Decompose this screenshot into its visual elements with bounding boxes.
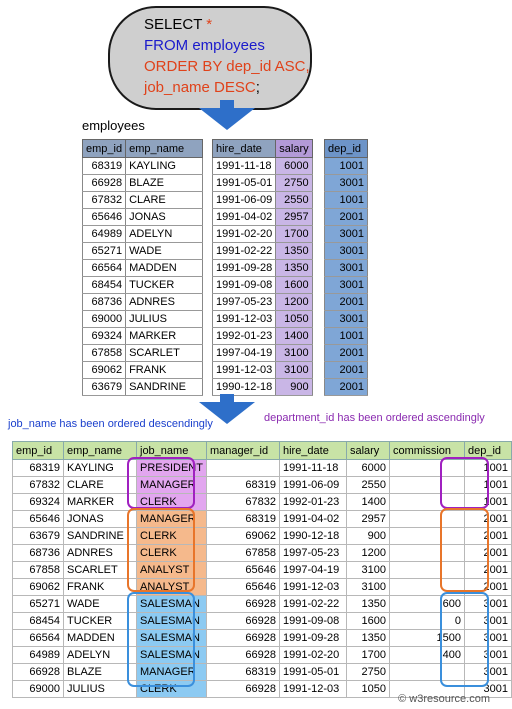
cell-hire-date: 1992-01-23: [213, 328, 276, 345]
result-cell-job-name: SALESMAN: [137, 647, 207, 664]
cell-salary: 1050: [276, 311, 312, 328]
cell-dep-id: 3001: [325, 311, 368, 328]
result-cell-manager-id: 66928: [206, 630, 279, 647]
result-cell-emp-name: FRANK: [64, 579, 137, 596]
result-cell-manager-id: 68319: [206, 477, 279, 494]
result-cell-emp-id: 68736: [13, 545, 64, 562]
result-cell-hire-date: 1992-01-23: [279, 494, 346, 511]
source-table-middle: [212, 139, 313, 396]
result-cell-salary: 1400: [346, 494, 389, 511]
source-row: [83, 158, 203, 175]
col-emp-id: emp_id: [83, 140, 126, 158]
result-cell-emp-id: 69000: [13, 681, 64, 698]
result-row: [13, 545, 512, 562]
result-cell-commission: 0: [389, 613, 464, 630]
cell-dep-id: 3001: [325, 175, 368, 192]
source-row: [83, 311, 203, 328]
result-cell-hire-date: 1991-02-20: [279, 647, 346, 664]
cell-emp-id: 69062: [83, 362, 126, 379]
result-col-emp-id: emp_id: [13, 442, 64, 460]
result-cell-dep-id: 3001: [464, 664, 511, 681]
source-row: [83, 226, 203, 243]
source-row: [213, 362, 313, 379]
cell-emp-name: ADELYN: [126, 226, 203, 243]
result-cell-emp-id: 66564: [13, 630, 64, 647]
cell-emp-id: 68319: [83, 158, 126, 175]
result-cell-hire-date: 1991-09-08: [279, 613, 346, 630]
result-row: [13, 511, 512, 528]
col-salary: salary: [276, 140, 312, 158]
result-cell-job-name: ANALYST: [137, 562, 207, 579]
result-cell-salary: 1050: [346, 681, 389, 698]
result-row: [13, 562, 512, 579]
cell-emp-name: ADNRES: [126, 294, 203, 311]
result-cell-emp-name: CLARE: [64, 477, 137, 494]
cell-dep-id: 3001: [325, 226, 368, 243]
result-cell-salary: 1700: [346, 647, 389, 664]
result-row: [13, 528, 512, 545]
source-row: [325, 379, 368, 396]
cell-hire-date: 1991-09-08: [213, 277, 276, 294]
cell-dep-id: 2001: [325, 379, 368, 396]
result-cell-manager-id: 66928: [206, 596, 279, 613]
source-row: [325, 175, 368, 192]
result-cell-emp-name: JONAS: [64, 511, 137, 528]
cell-emp-name: WADE: [126, 243, 203, 260]
source-row: [213, 175, 313, 192]
result-col-salary: salary: [346, 442, 389, 460]
source-row: [213, 345, 313, 362]
group-outline-2001-job: [127, 508, 195, 592]
source-table-left: [82, 139, 203, 396]
cell-emp-name: CLARE: [126, 192, 203, 209]
cell-salary: 2750: [276, 175, 312, 192]
cell-emp-id: 63679: [83, 379, 126, 396]
result-cell-commission: 600: [389, 596, 464, 613]
result-cell-salary: 6000: [346, 460, 389, 477]
source-row: [83, 294, 203, 311]
group-outline-2001-dep: [440, 508, 489, 592]
cell-dep-id: 1001: [325, 328, 368, 345]
result-col-emp-name: emp_name: [64, 442, 137, 460]
result-cell-emp-name: SCARLET: [64, 562, 137, 579]
cell-salary: 1400: [276, 328, 312, 345]
result-cell-salary: 900: [346, 528, 389, 545]
result-row: [13, 647, 512, 664]
source-row: [325, 209, 368, 226]
cell-emp-name: SCARLET: [126, 345, 203, 362]
result-cell-emp-name: KAYLING: [64, 460, 137, 477]
cell-emp-name: SANDRINE: [126, 379, 203, 396]
result-cell-salary: 3100: [346, 562, 389, 579]
result-cell-emp-name: ADNRES: [64, 545, 137, 562]
result-cell-emp-name: SANDRINE: [64, 528, 137, 545]
result-cell-emp-name: WADE: [64, 596, 137, 613]
cell-emp-name: JULIUS: [126, 311, 203, 328]
result-cell-emp-id: 67858: [13, 562, 64, 579]
result-cell-manager-id: 67858: [206, 545, 279, 562]
result-cell-emp-name: TUCKER: [64, 613, 137, 630]
cell-hire-date: 1991-11-18: [213, 158, 276, 175]
cell-emp-id: 65271: [83, 243, 126, 260]
result-cell-job-name: CLERK: [137, 528, 207, 545]
cell-hire-date: 1991-12-03: [213, 362, 276, 379]
result-cell-job-name: SALESMAN: [137, 596, 207, 613]
result-cell-emp-id: 63679: [13, 528, 64, 545]
result-cell-emp-name: BLAZE: [64, 664, 137, 681]
cell-salary: 1350: [276, 243, 312, 260]
cell-hire-date: 1991-05-01: [213, 175, 276, 192]
result-cell-hire-date: 1997-04-19: [279, 562, 346, 579]
source-row: [83, 192, 203, 209]
note-department: department_id has been ordered ascendingly: [264, 412, 485, 424]
cell-hire-date: 1991-06-09: [213, 192, 276, 209]
result-table: [12, 441, 512, 698]
result-row: [13, 630, 512, 647]
result-cell-salary: 3100: [346, 579, 389, 596]
cell-salary: 6000: [276, 158, 312, 175]
result-cell-emp-name: MADDEN: [64, 630, 137, 647]
source-row: [83, 175, 203, 192]
cell-salary: 900: [276, 379, 312, 396]
result-cell-hire-date: 1997-05-23: [279, 545, 346, 562]
result-cell-salary: 1600: [346, 613, 389, 630]
source-row: [83, 379, 203, 396]
result-col-manager-id: manager_id: [206, 442, 279, 460]
result-cell-manager-id: 67832: [206, 494, 279, 511]
result-cell-manager-id: 65646: [206, 579, 279, 596]
source-row: [83, 345, 203, 362]
result-cell-dep-id: 3001: [464, 647, 511, 664]
result-row: [13, 664, 512, 681]
result-cell-dep-id: 2001: [464, 562, 511, 579]
source-row: [325, 277, 368, 294]
cell-emp-id: 69000: [83, 311, 126, 328]
result-col-commission: commission: [389, 442, 464, 460]
cell-emp-id: 68736: [83, 294, 126, 311]
result-cell-commission: 400: [389, 647, 464, 664]
result-cell-emp-name: JULIUS: [64, 681, 137, 698]
cell-emp-id: 65646: [83, 209, 126, 226]
source-row: [325, 226, 368, 243]
result-cell-dep-id: 3001: [464, 613, 511, 630]
cell-emp-name: MARKER: [126, 328, 203, 345]
source-row: [213, 277, 313, 294]
source-row: [83, 328, 203, 345]
result-cell-dep-id: 3001: [464, 630, 511, 647]
result-cell-job-name: MANAGER: [137, 511, 207, 528]
result-cell-commission: 1500: [389, 630, 464, 647]
cell-salary: 1200: [276, 294, 312, 311]
cell-salary: 2550: [276, 192, 312, 209]
result-cell-manager-id: 66928: [206, 613, 279, 630]
result-cell-salary: 1350: [346, 630, 389, 647]
result-row: [13, 596, 512, 613]
cell-emp-name: KAYLING: [126, 158, 203, 175]
source-row: [325, 328, 368, 345]
result-row: [13, 494, 512, 511]
source-row: [325, 260, 368, 277]
cell-dep-id: 3001: [325, 260, 368, 277]
cell-emp-id: 69324: [83, 328, 126, 345]
cell-emp-name: MADDEN: [126, 260, 203, 277]
source-row: [213, 379, 313, 396]
cell-emp-id: 64989: [83, 226, 126, 243]
result-cell-hire-date: 1991-06-09: [279, 477, 346, 494]
col-emp-name: emp_name: [126, 140, 203, 158]
result-cell-emp-id: 65271: [13, 596, 64, 613]
result-col-job-name: job_name: [137, 442, 207, 460]
group-outline-1001-dep: [440, 457, 489, 509]
cell-emp-name: TUCKER: [126, 277, 203, 294]
result-cell-dep-id: 2001: [464, 579, 511, 596]
result-cell-hire-date: 1991-09-28: [279, 630, 346, 647]
note-job-name: job_name has been ordered descendingly: [8, 418, 213, 430]
group-outline-3001-dep: [440, 592, 489, 687]
cell-emp-id: 67832: [83, 192, 126, 209]
cell-salary: 1350: [276, 260, 312, 277]
result-cell-manager-id: 65646: [206, 562, 279, 579]
cell-hire-date: 1997-04-19: [213, 345, 276, 362]
source-row: [213, 209, 313, 226]
result-cell-salary: 1350: [346, 596, 389, 613]
result-cell-salary: 2750: [346, 664, 389, 681]
result-cell-emp-id: 66928: [13, 664, 64, 681]
result-col-hire-date: hire_date: [279, 442, 346, 460]
source-row: [213, 260, 313, 277]
cell-dep-id: 3001: [325, 243, 368, 260]
result-cell-job-name: SALESMAN: [137, 630, 207, 647]
source-row: [325, 192, 368, 209]
result-cell-dep-id: 1001: [464, 494, 511, 511]
cell-emp-name: FRANK: [126, 362, 203, 379]
source-row: [83, 362, 203, 379]
source-row: [325, 362, 368, 379]
sql-line-select: SELECT *: [144, 16, 213, 33]
cell-hire-date: 1991-02-20: [213, 226, 276, 243]
result-cell-emp-id: 68319: [13, 460, 64, 477]
source-row: [213, 311, 313, 328]
cell-dep-id: 2001: [325, 345, 368, 362]
result-cell-dep-id: 1001: [464, 477, 511, 494]
cell-emp-id: 66564: [83, 260, 126, 277]
result-cell-emp-id: 65646: [13, 511, 64, 528]
result-cell-emp-id: 69324: [13, 494, 64, 511]
source-row: [325, 311, 368, 328]
cell-dep-id: 1001: [325, 158, 368, 175]
source-row: [213, 158, 313, 175]
result-cell-salary: 2550: [346, 477, 389, 494]
result-cell-manager-id: 68319: [206, 511, 279, 528]
source-row: [325, 158, 368, 175]
result-cell-hire-date: 1991-02-22: [279, 596, 346, 613]
source-table-title: employees: [82, 118, 145, 133]
result-cell-hire-date: 1991-11-18: [279, 460, 346, 477]
col-hire-date: hire_date: [213, 140, 276, 158]
result-row: [13, 613, 512, 630]
source-table-right: [324, 139, 368, 396]
result-cell-manager-id: 69062: [206, 528, 279, 545]
source-row: [213, 192, 313, 209]
sql-line-order: ORDER BY dep_id ASC,: [144, 58, 310, 75]
result-row: [13, 477, 512, 494]
cell-emp-name: JONAS: [126, 209, 203, 226]
result-cell-emp-id: 67832: [13, 477, 64, 494]
result-cell-manager-id: [206, 460, 279, 477]
sql-line-from: FROM employees: [144, 37, 265, 54]
cell-dep-id: 2001: [325, 294, 368, 311]
source-row: [213, 243, 313, 260]
result-col-dep-id: dep_id: [464, 442, 511, 460]
result-cell-emp-name: ADELYN: [64, 647, 137, 664]
result-cell-job-name: PRESIDENT: [137, 460, 207, 477]
sql-line-job: job_name DESC;: [144, 79, 260, 96]
result-cell-emp-id: 69062: [13, 579, 64, 596]
cell-dep-id: 3001: [325, 277, 368, 294]
result-cell-emp-id: 68454: [13, 613, 64, 630]
group-outline-3001-job: [127, 592, 195, 687]
source-row: [213, 294, 313, 311]
source-row: [83, 209, 203, 226]
result-cell-hire-date: 1990-12-18: [279, 528, 346, 545]
cell-salary: 3100: [276, 345, 312, 362]
cell-salary: 1600: [276, 277, 312, 294]
source-row: [325, 243, 368, 260]
result-cell-dep-id: 2001: [464, 511, 511, 528]
cell-hire-date: 1991-09-28: [213, 260, 276, 277]
result-cell-manager-id: 68319: [206, 664, 279, 681]
result-cell-emp-name: MARKER: [64, 494, 137, 511]
source-row: [325, 294, 368, 311]
source-row: [83, 277, 203, 294]
result-cell-job-name: MANAGER: [137, 664, 207, 681]
result-cell-hire-date: 1991-12-03: [279, 579, 346, 596]
cell-salary: 1700: [276, 226, 312, 243]
footer-credit: © w3resource.com: [398, 693, 490, 705]
result-cell-job-name: CLERK: [137, 494, 207, 511]
source-row: [213, 226, 313, 243]
source-row: [213, 328, 313, 345]
result-cell-job-name: CLERK: [137, 681, 207, 698]
result-cell-hire-date: 1991-04-02: [279, 511, 346, 528]
cell-dep-id: 1001: [325, 192, 368, 209]
result-cell-manager-id: 66928: [206, 681, 279, 698]
result-cell-dep-id: 3001: [464, 596, 511, 613]
result-row: [13, 460, 512, 477]
cell-salary: 2957: [276, 209, 312, 226]
result-cell-hire-date: 1991-05-01: [279, 664, 346, 681]
cell-hire-date: 1997-05-23: [213, 294, 276, 311]
cell-dep-id: 2001: [325, 209, 368, 226]
result-cell-dep-id: 2001: [464, 528, 511, 545]
source-row: [83, 243, 203, 260]
cell-hire-date: 1991-12-03: [213, 311, 276, 328]
result-cell-job-name: ANALYST: [137, 579, 207, 596]
arrow-down-icon: [199, 108, 255, 130]
result-cell-manager-id: 66928: [206, 647, 279, 664]
cell-dep-id: 2001: [325, 362, 368, 379]
result-cell-emp-id: 64989: [13, 647, 64, 664]
result-cell-dep-id: 3001: [464, 681, 511, 698]
result-cell-salary: 1200: [346, 545, 389, 562]
source-row: [325, 345, 368, 362]
col-dep-id: dep_id: [325, 140, 368, 158]
cell-salary: 3100: [276, 362, 312, 379]
result-cell-salary: 2957: [346, 511, 389, 528]
result-cell-hire-date: 1991-12-03: [279, 681, 346, 698]
cell-emp-id: 66928: [83, 175, 126, 192]
result-cell-job-name: SALESMAN: [137, 613, 207, 630]
result-cell-dep-id: 2001: [464, 545, 511, 562]
source-row: [83, 260, 203, 277]
cell-emp-id: 68454: [83, 277, 126, 294]
cell-hire-date: 1990-12-18: [213, 379, 276, 396]
result-cell-job-name: CLERK: [137, 545, 207, 562]
result-cell-job-name: MANAGER: [137, 477, 207, 494]
result-row: [13, 579, 512, 596]
cell-emp-name: BLAZE: [126, 175, 203, 192]
group-outline-1001-job: [127, 457, 195, 509]
cell-emp-id: 67858: [83, 345, 126, 362]
cell-hire-date: 1991-02-22: [213, 243, 276, 260]
cell-hire-date: 1991-04-02: [213, 209, 276, 226]
result-cell-dep-id: 1001: [464, 460, 511, 477]
